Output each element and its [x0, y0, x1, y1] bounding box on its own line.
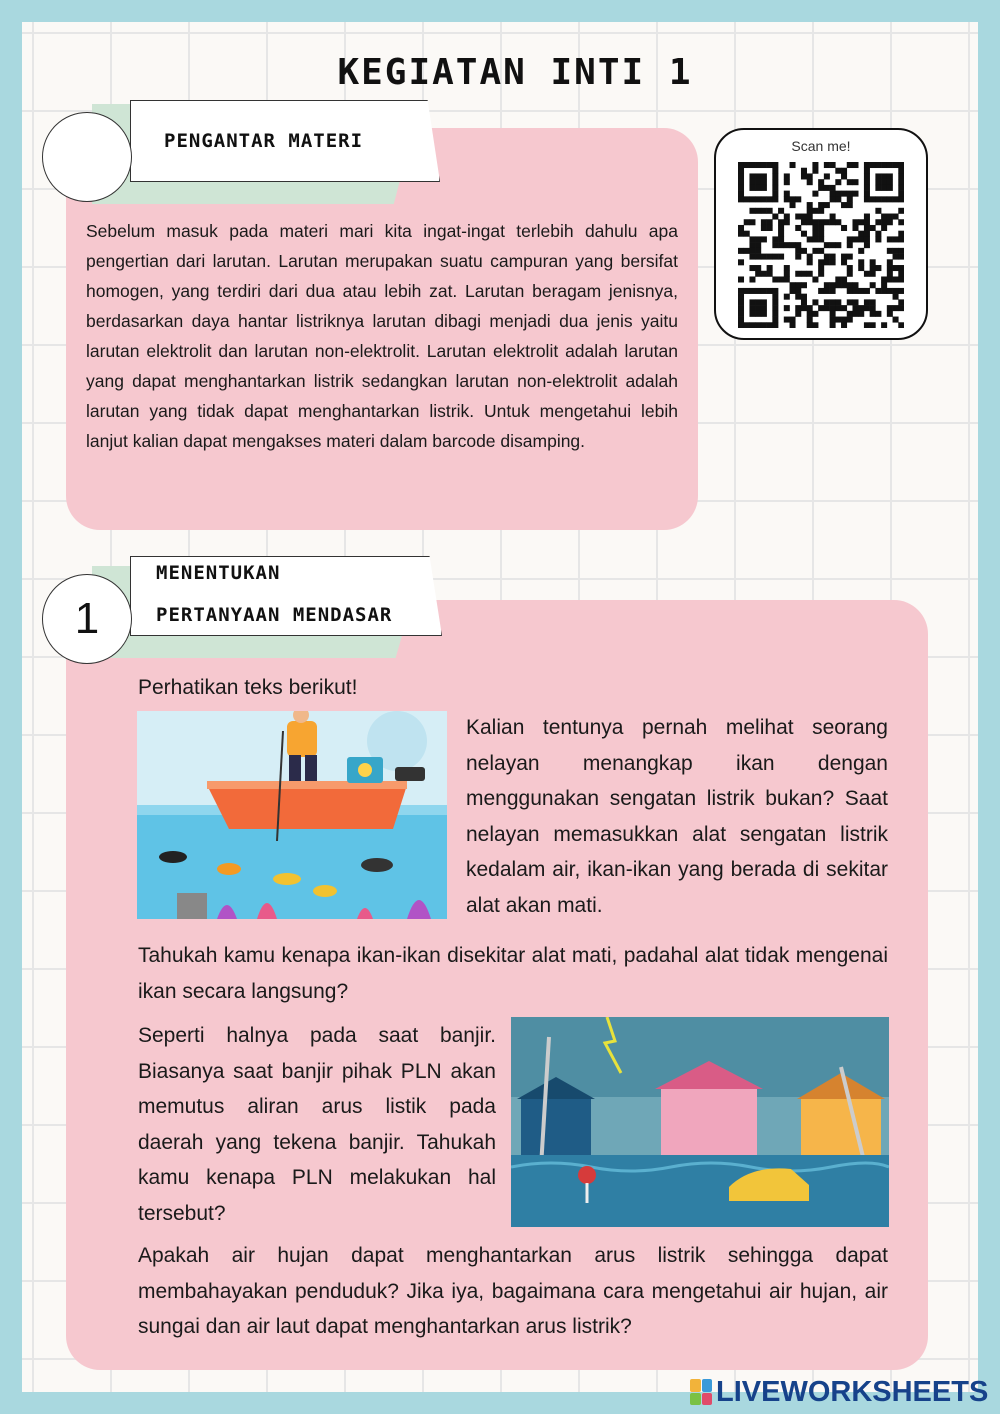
question-heading-line1: MENENTUKAN [156, 562, 281, 584]
flood-paragraph: Seperti halnya pada saat banjir. Biasanya saat banjir pihak PLN akan memutus aliran arus listik pada daerah yang tekena banjir. Tahukah kamu kenapa PLN melakukan hal tersebut? [138, 1024, 496, 1225]
intro-paragraph: Sebelum masuk pada materi mari kita ingat-ingat terlebih dahulu apa pengertian dari larutan. Larutan merupakan suatu campuran yang bersifat homogen, yang terdiri dari dua atau lebih zat. Larutan beragam jenisnya, berdasarkan daya hantar listriknya larutan dibagi menjadi dua jenis yaitu larutan elektrolit dan larutan non-elektrolit. Larutan elektrolit adalah larutan yang dapat menghantarkan listrik sedangkan larutan non-elektrolit adalah larutan yang tidak dapat menghantarkan listrik. Untuk mengetahui lebih lanjut kalian dapat mengakses materi dalam barcode disamping. [86, 221, 678, 451]
qr-code-icon [738, 162, 904, 328]
brand-name: LIVEWORKSHEETS [716, 1375, 989, 1408]
fish-question: Tahukah kamu kenapa ikan-ikan disekitar alat mati, padahal alat tidak mengenai ikan secara langsung? [138, 944, 888, 1003]
step-number-badge: 1 [42, 574, 132, 664]
fisherman-illustration [137, 711, 447, 919]
qr-label: Scan me! [791, 138, 851, 154]
intro-heading: PENGANTAR MATERI [164, 130, 364, 152]
flood-illustration [511, 1017, 889, 1227]
fisherman-paragraph: Kalian tentunya pernah melihat seorang nelayan menangkap ikan dengan menggunakan sengatan listrik bukan? Saat nelayan memasukkan alat sengatan listrik kedalam air, ikan-ikan yang berada di sekitar alat akan mati. [466, 716, 888, 917]
rain-question: Apakah air hujan dapat menghantarkan arus listrik sehingga dapat membahayakan penduduk? Jika iya, bagaimana cara mengetahui air hujan, air sungai dan air laut dapat menghantarkan arus listrik? [138, 1244, 888, 1338]
liveworksheets-logo[interactable] [690, 1372, 988, 1412]
instruction-text: Perhatikan teks berikut! [138, 676, 358, 699]
page-title: KEGIATAN INTI 1 [337, 52, 693, 93]
liveworksheets-logo-icon [690, 1379, 712, 1405]
intro-circle-badge [42, 112, 132, 202]
question-heading-line2: PERTANYAAN MENDASAR [156, 604, 393, 626]
qr-card[interactable] [714, 128, 928, 340]
